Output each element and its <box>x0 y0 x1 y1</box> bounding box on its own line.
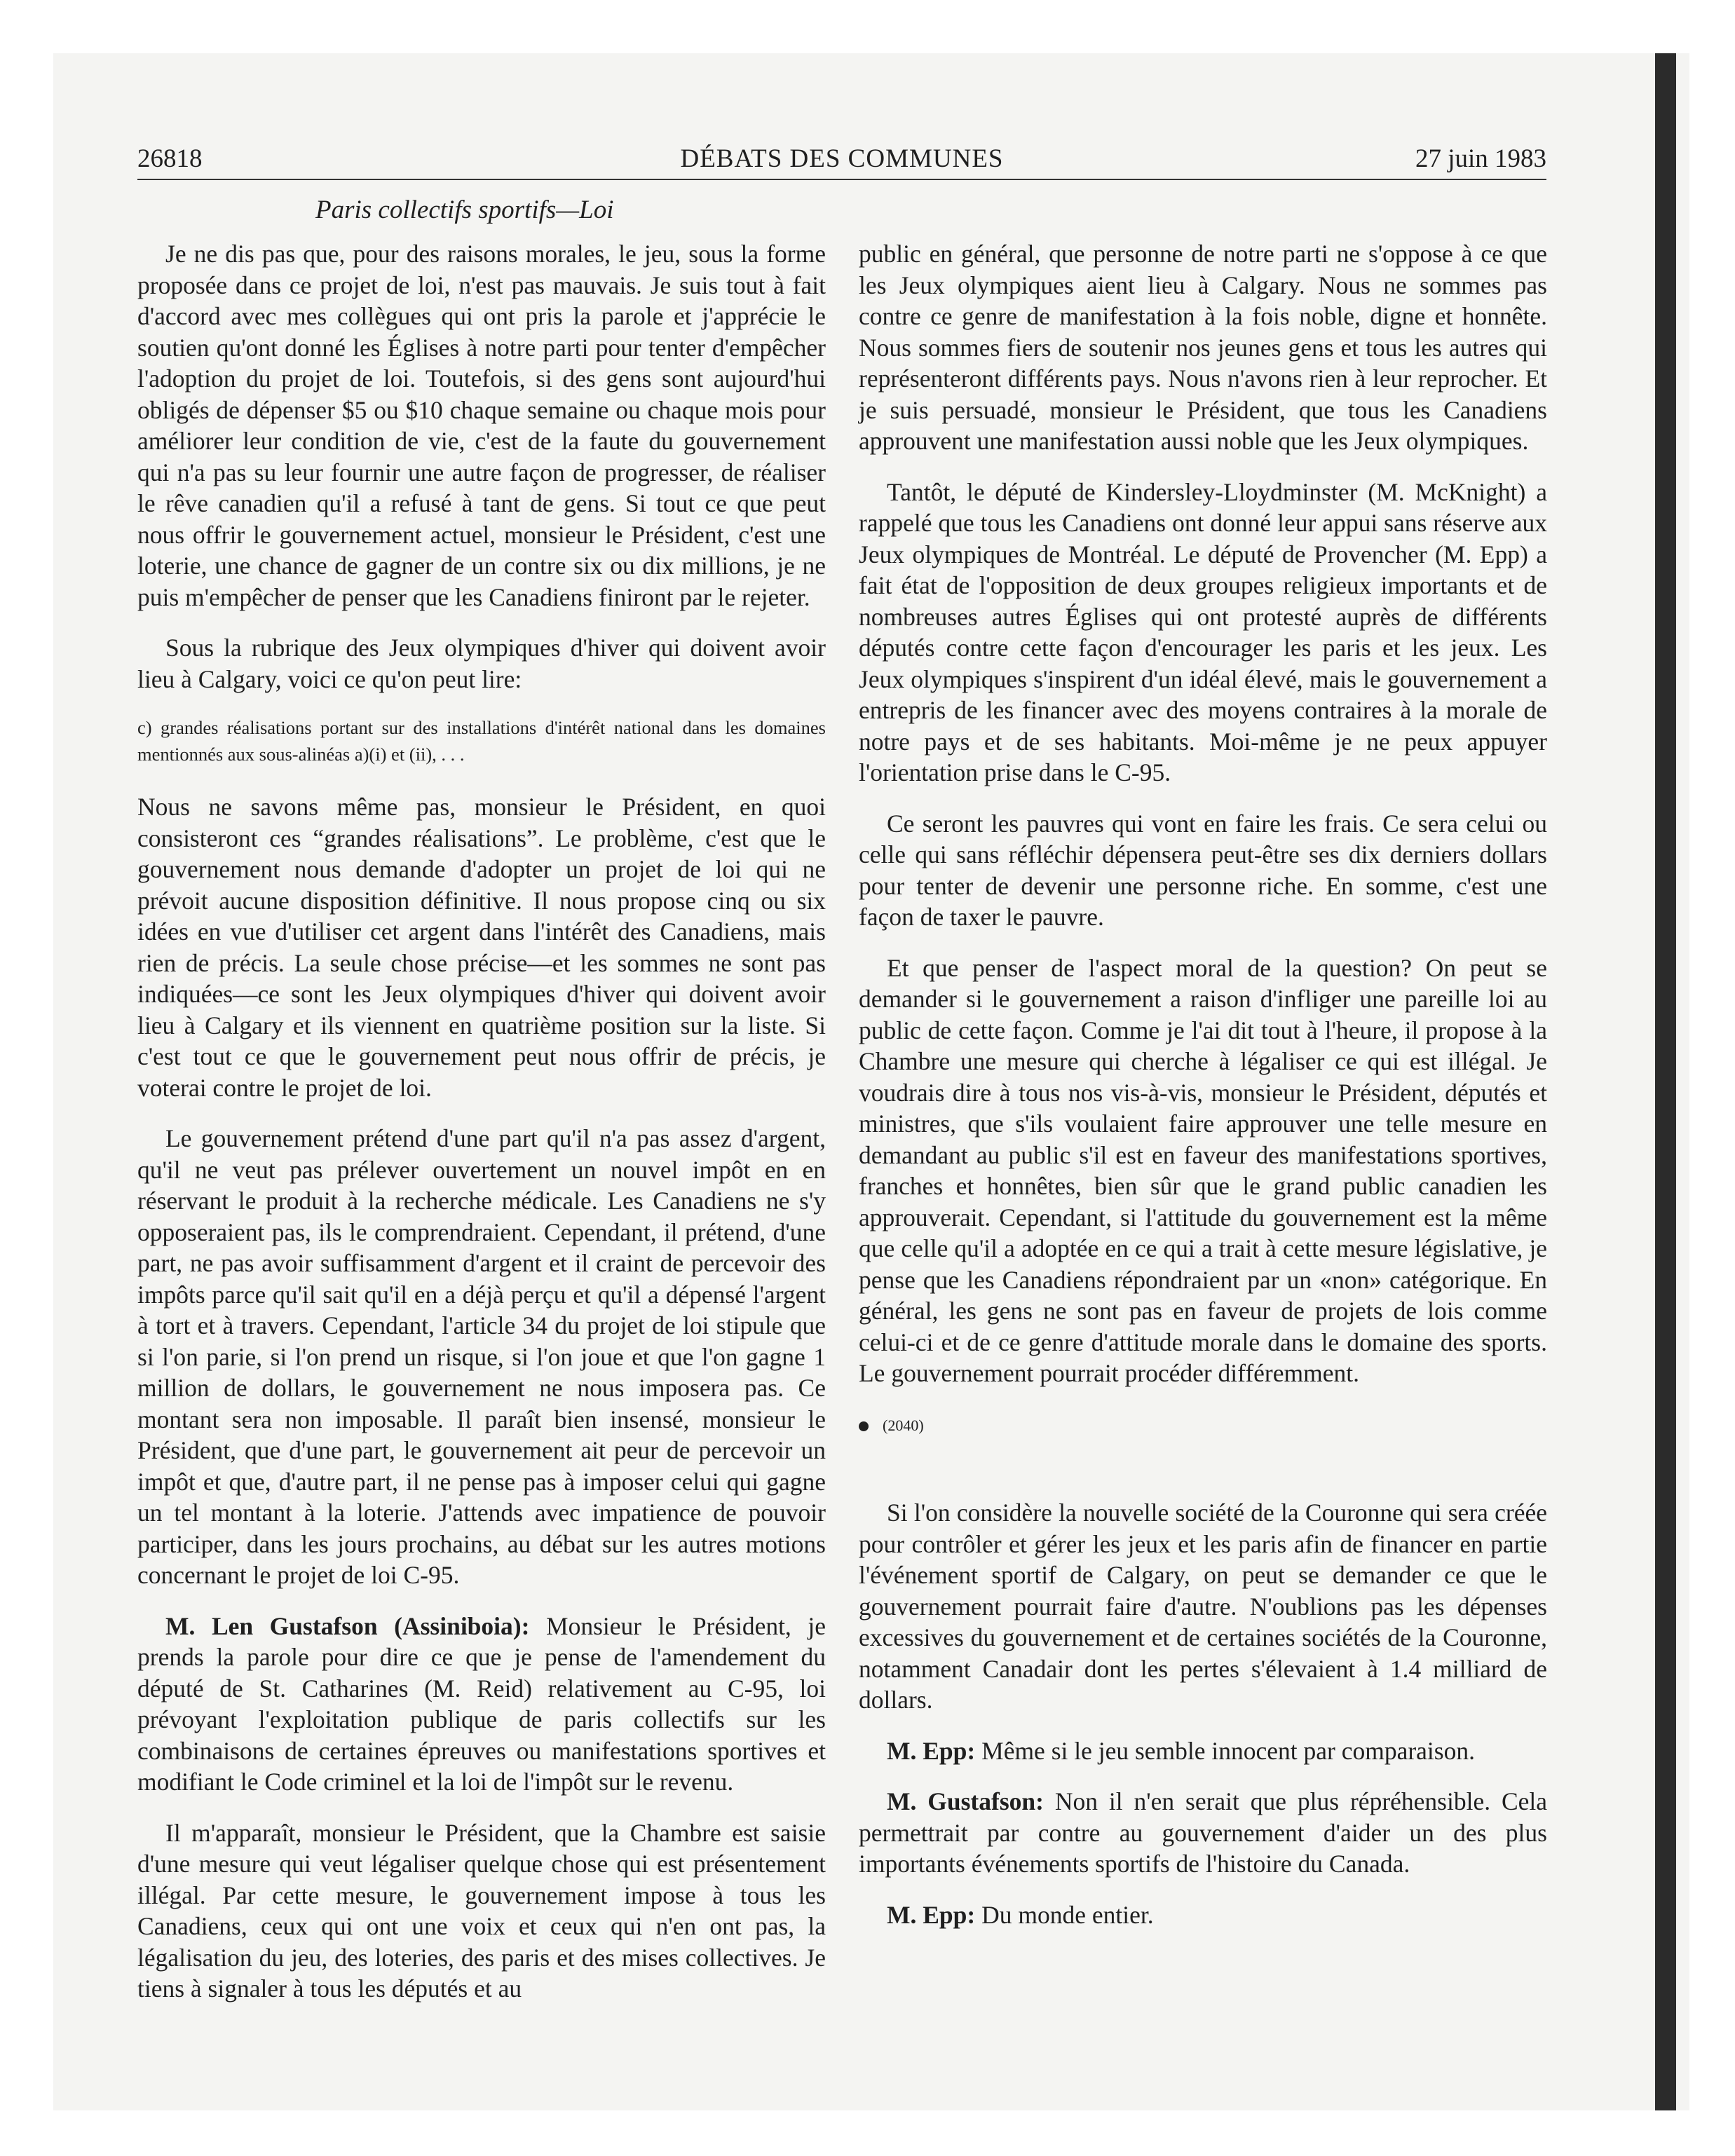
speaker-name: M. Epp: <box>887 1736 976 1765</box>
bullet-icon <box>859 1421 869 1431</box>
publication-title: DÉBATS DES COMMUNES <box>680 144 1004 173</box>
left-column <box>137 238 826 2024</box>
paragraph <box>859 1786 1547 1880</box>
paragraph: Nous ne savons même pas, monsieur le Président, en quoi consisteront ces “grandes réalisations”. Le problème, c'est que le gouvernement nous demande d'adopter un projet de loi qui ne prévoit aucune disposition définitive. Il nous propose cinq ou six idées en vue d'utiliser cet argent dans l'intérêt des Canadiens, mais rien de précis. La seule chose précise—et les sommes ne sont pas indiquées—ce sont les Jeux olympiques d'hiver qui doivent avoir lieu à Calgary et ils viennent en quatrième position sur la liste. Si c'est tout ce que le gouvernement peut nous offrir de précis, je voterai contre le projet de loi. <box>137 793 826 1102</box>
speaker-name: M. Gustafson: <box>887 1787 1044 1815</box>
paragraph: Ce seront les pauvres qui vont en faire les frais. Ce sera celui ou celle qui sans réfléchir dépensera peut-être ses dix derniers dollars pour tenter de devenir une personne riche. En somme, c'est une façon de taxer le pauvre. <box>859 809 1547 931</box>
speech-text: Non il n'en serait que plus répréhensible. Cela permettrait par contre au gouvernement d'aider un des plus importants événements sportifs de l'histoire du Canada. <box>859 1787 1548 1878</box>
speech-text: Du monde entier. <box>981 1900 1154 1929</box>
quoted-clause: c) grandes réalisations portant sur des installations d'intérêt national dans les domaines mentionnés aux sous-alinéas a)(i) et (ii), . . . <box>137 717 826 765</box>
speaker-name: M. Epp: <box>887 1900 976 1929</box>
paragraph: public en général, que personne de notre parti ne s'oppose à ce que les Jeux olympiques aient lieu à Calgary. Nous ne sommes pas contre ce genre de manifestation à la fois noble, digne et honnête. Nous sommes fiers de soutenir nos jeunes gens et tous les autres qui représenteront différents pays. Nous n'avons rien à leur reprocher. Et je suis persuadé, monsieur le Président, que tous les Canadiens approuvent une manifestation aussi noble que les Jeux olympiques. <box>859 240 1547 455</box>
time-marker <box>859 1410 1547 1442</box>
paragraph: Tantôt, le député de Kindersley-Lloydminster (M. McKnight) a rappelé que tous les Canadiens ont donné leur appui sans réserve aux Jeux olympiques de Montréal. Le député de Provencher (M. Epp) a fait état de l'opposition de deux groupes religieux importants et de nombreuses autres Églises qui ont protesté auprès de différents députés contre cette façon d'encourager les paris et les jeux. Les Jeux olympiques s'inspirent d'un idéal élevé, mais le gouvernement a entrepris de les financer avec des moyens contraires à la morale de notre pays et de ses habitants. Moi-même je ne peux appuyer l'orientation prise dans le C-95. <box>859 477 1547 786</box>
time-marker-text: (2040) <box>883 1416 924 1434</box>
paragraph: Et que penser de l'aspect moral de la question? On peut se demander si le gouvernement a raison d'infliger une pareille loi au public de cette façon. Comme je l'ai dit tout à l'heure, il propose à la Chambre une mesure qui cherche à légaliser ce qui est illégal. Je voudrais dire à tous nos vis-à-vis, monsieur le Président, députés et ministres, que s'ils voulaient faire approuver une telle mesure en demandant au public s'il est en faveur des manifestations sportives, franches et honnêtes, bien sûr que le grand public canadien les approuverait. Cependant, si l'attitude du gouvernement est la même que celle qu'il a adoptée en ce qui a trait à cette mesure législative, je pense que les Canadiens répondraient par un «non» catégorique. En général, les gens ne sont pas en faveur de projets de lois comme celui-ci et de ce genre d'attitude morale dans le domaine des sports. Le gouvernement pourrait procéder différemment. <box>859 953 1547 1387</box>
paragraph: Je ne dis pas que, pour des raisons morales, le jeu, sous la forme proposée dans ce projet de loi, n'est pas mauvais. Je suis tout à fait d'accord avec mes collègues qui ont pris la parole et j'apprécie le soutien qu'ont donné les Églises à notre parti pour tenter d'empêcher l'adoption du projet de loi. Toutefois, si des gens sont aujourd'hui obligés de dépenser $5 ou $10 chaque semaine ou chaque mois pour améliorer leur condition de vie, c'est de la faute du gouvernement qui n'a pas su leur fournir une autre façon de progresser, de réaliser le rêve canadien qu'il a refusé à tant de gens. Si tout ce que peut nous offrir le gouvernement actuel, monsieur le Président, c'est une loterie, une chance de gagner de un contre six ou dix millions, je ne puis m'empêcher de penser que les Canadiens finiront par le rejeter. <box>137 240 826 611</box>
section-heading: Paris collectifs sportifs—Loi <box>315 196 614 224</box>
speech-text: Même si le jeu semble innocent par comparaison. <box>981 1736 1475 1765</box>
paragraph: Le gouvernement prétend d'une part qu'il n'a pas assez d'argent, qu'il ne veut pas prélever ouvertement un nouvel impôt en en réservant le produit à la recherche médicale. Les Canadiens ne s'y opposeraient pas, ils le comprendraient. Cependant, il prétend, d'une part, ne pas avoir suffisamment d'argent et il craint de percevoir des impôts parce qu'il sait qu'il en a déjà perçu et qu'il a dépensé l'argent à tort et à travers. Cependant, l'article 34 du projet de loi stipule que si l'on parie, si l'on prend un risque, si l'on joue et que l'on gagne 1 million de dollars, le gouvernement ne nous imposera pas. Ce montant sera non imposable. Il paraît bien insensé, monsieur le Président, que d'une part, le gouvernement ait peur de percevoir un impôt et que, d'autre part, il ne pense pas à imposer celui qui gagne un tel montant à la loterie. J'attends avec impatience de pouvoir participer, dans les jours prochains, au débat sur les autres motions concernant le projet de loi C-95. <box>137 1124 826 1589</box>
paragraph: Si l'on considère la nouvelle société de la Couronne qui sera créée pour contrôler et gérer les jeux et les paris afin de financer en partie l'événement sportif de Calgary, on peut se demander ce que le gouvernement pourrait faire d'autre. N'oublions pas les dépenses excessives du gouvernement et de certaines sociétés de la Couronne, notamment Canadair dont les pertes s'élevaient à 1.4 milliard de dollars. <box>859 1499 1547 1714</box>
speaker-name: M. Len Gustafson (Assiniboia): <box>165 1611 530 1640</box>
paragraph <box>859 1735 1547 1767</box>
page-number: 26818 <box>137 144 203 173</box>
paragraph: Sous la rubrique des Jeux olympiques d'hiver qui doivent avoir lieu à Calgary, voici ce qu'on peut lire: <box>137 634 826 693</box>
page-date: 27 juin 1983 <box>1415 144 1546 173</box>
speech-text: Monsieur le Président, je prends la parole pour dire ce que je pense de l'amendement du député de St. Catharines (M. Reid) relativement au C-95, loi prévoyant l'exploitation publique de paris collectifs sur les combinaisons de certaines épreuves ou manifestations sportives et modifiant le Code criminel et la loi de l'impôt sur le revenu. <box>137 1611 826 1796</box>
paragraph <box>859 1899 1547 1931</box>
paragraph <box>137 1611 826 1798</box>
page-header <box>137 144 1546 180</box>
paragraph: Il m'apparaît, monsieur le Président, que la Chambre est saisie d'une mesure qui veut légaliser quelque chose qui est présentement illégal. Par cette mesure, le gouvernement impose à tous les Canadiens, ceux qui ont une voix et ceux qui n'en ont pas, la légalisation du jeu, des loteries, des paris et des mises collectives. Je tiens à signaler à tous les députés et au <box>137 1818 826 2003</box>
scan-edge-bar <box>1655 53 1676 2110</box>
right-column <box>859 238 1547 1950</box>
